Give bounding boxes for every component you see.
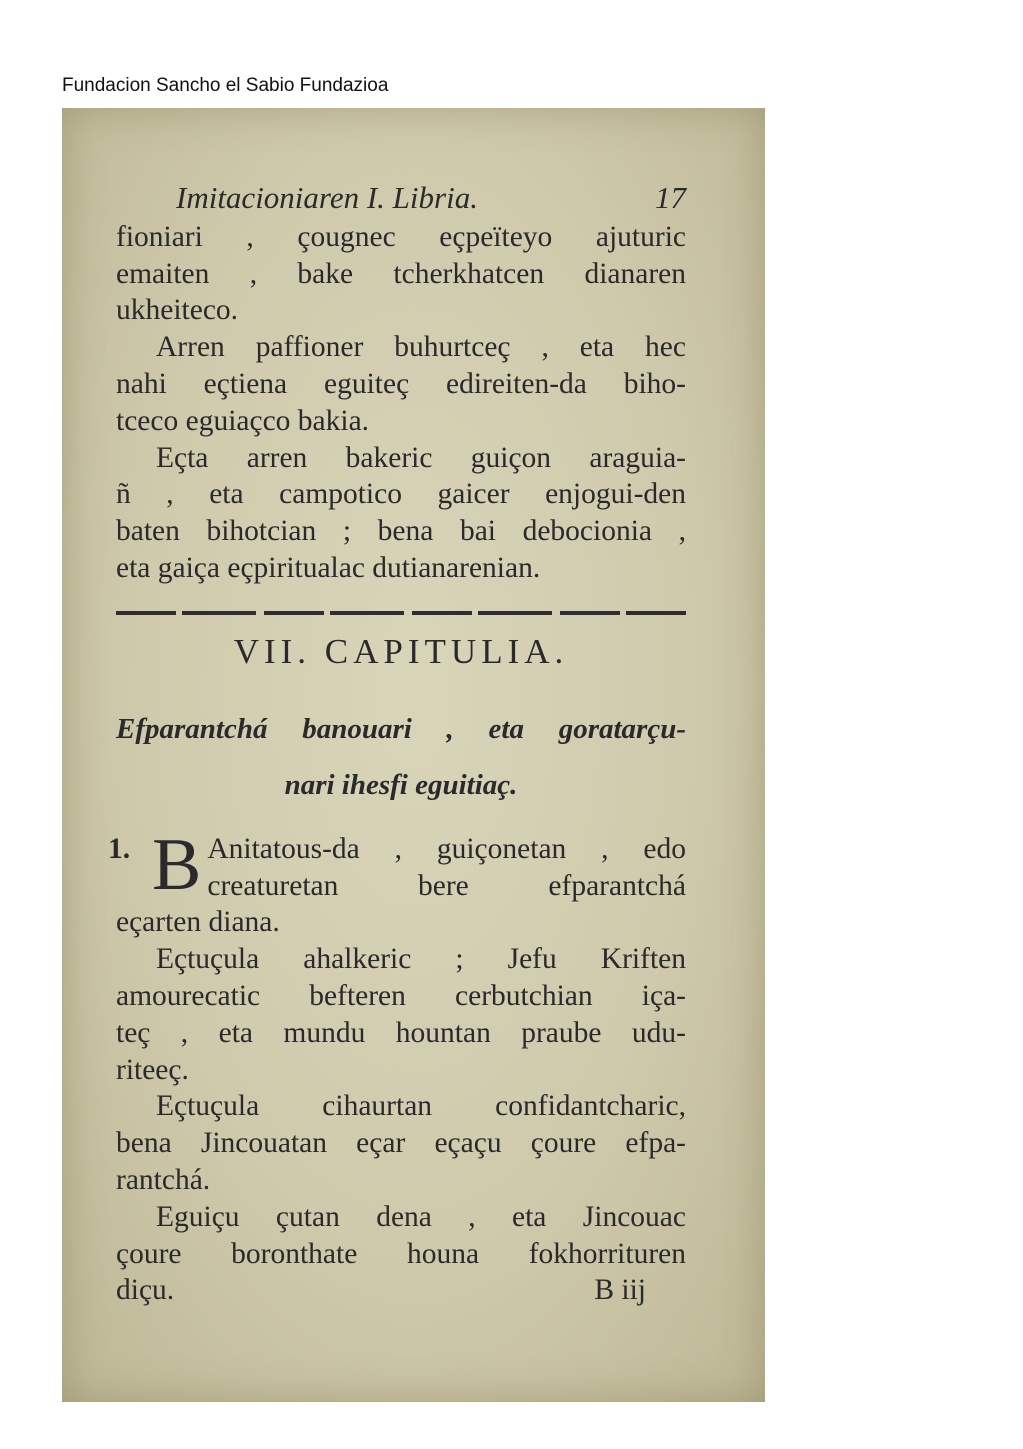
text-line: Anitatous-da , guiçonetan , edo: [207, 832, 686, 865]
text-line: teç , eta mundu hountan praube udu-: [116, 1016, 686, 1049]
text-line: eçarten diana.: [116, 906, 280, 939]
text-line: Eçta arren bakeric guiçon araguia-: [156, 441, 686, 474]
scanned-page: [62, 108, 765, 1402]
text-line: diçu.: [116, 1274, 175, 1307]
running-head-title: Imitacioniaren I. Libria.: [176, 180, 478, 215]
chapter-subtitle: [116, 701, 686, 813]
signature-mark: B iij: [594, 1274, 646, 1307]
subtitle-line: nari ihesfi eguitiaç.: [284, 768, 518, 801]
text-line: Eguiçu çutan dena , eta Jincouac: [156, 1200, 686, 1233]
ornamental-rule: [116, 611, 686, 615]
drop-cap: B: [152, 823, 202, 906]
text-line: bena Jincouatan eçar eçaçu çoure efpa-: [116, 1127, 686, 1160]
text-line: çoure boronthate houna fokhorrituren: [116, 1237, 686, 1270]
text-line: baten bihotcian ; bena bai debocionia ,: [116, 515, 686, 548]
subtitle-line: Efparantchá banouari , eta goratarçu-: [116, 712, 686, 745]
page-number: 17: [655, 180, 686, 215]
running-head: [116, 180, 686, 217]
text-line: ukheiteco.: [116, 294, 239, 327]
text-line: amourecatic befteren cerbutchian iça-: [116, 979, 686, 1012]
text-line: Eçtuçula cihaurtan confidantcharic,: [156, 1090, 686, 1123]
text-line: rantchá.: [116, 1163, 211, 1196]
text-line: fioniari , çougnec eçpeïteyo ajuturic: [116, 220, 686, 253]
text-line: tceco eguiaçco bakia.: [116, 404, 370, 437]
text-line: eta gaiça eçpiritualac dutianarenian.: [116, 551, 541, 584]
chapter-title: VII. CAPITULIA.: [233, 631, 569, 671]
text-line: riteeç.: [116, 1053, 189, 1086]
text-line: creaturetan bere efparantchá: [207, 869, 686, 902]
text-line: ñ , eta campotico gaicer enjogui-den: [116, 478, 686, 511]
paragraph-number: 1.: [108, 832, 131, 865]
text-line: nahi eçtiena eguiteç edireiten-da biho-: [116, 367, 686, 400]
page-text: [108, 180, 686, 1309]
text-line: Eçtuçula ahalkeric ; Jefu Kriften: [156, 943, 686, 976]
text-line: emaiten , bake tcherkhatcen dianaren: [116, 257, 686, 290]
watermark: Fundacion Sancho el Sabio Fundazioa: [62, 75, 389, 96]
final-line: [116, 1272, 686, 1309]
text-line: Arren paffioner buhurtceç , eta hec: [156, 331, 686, 364]
numbered-paragraph: [108, 823, 686, 941]
